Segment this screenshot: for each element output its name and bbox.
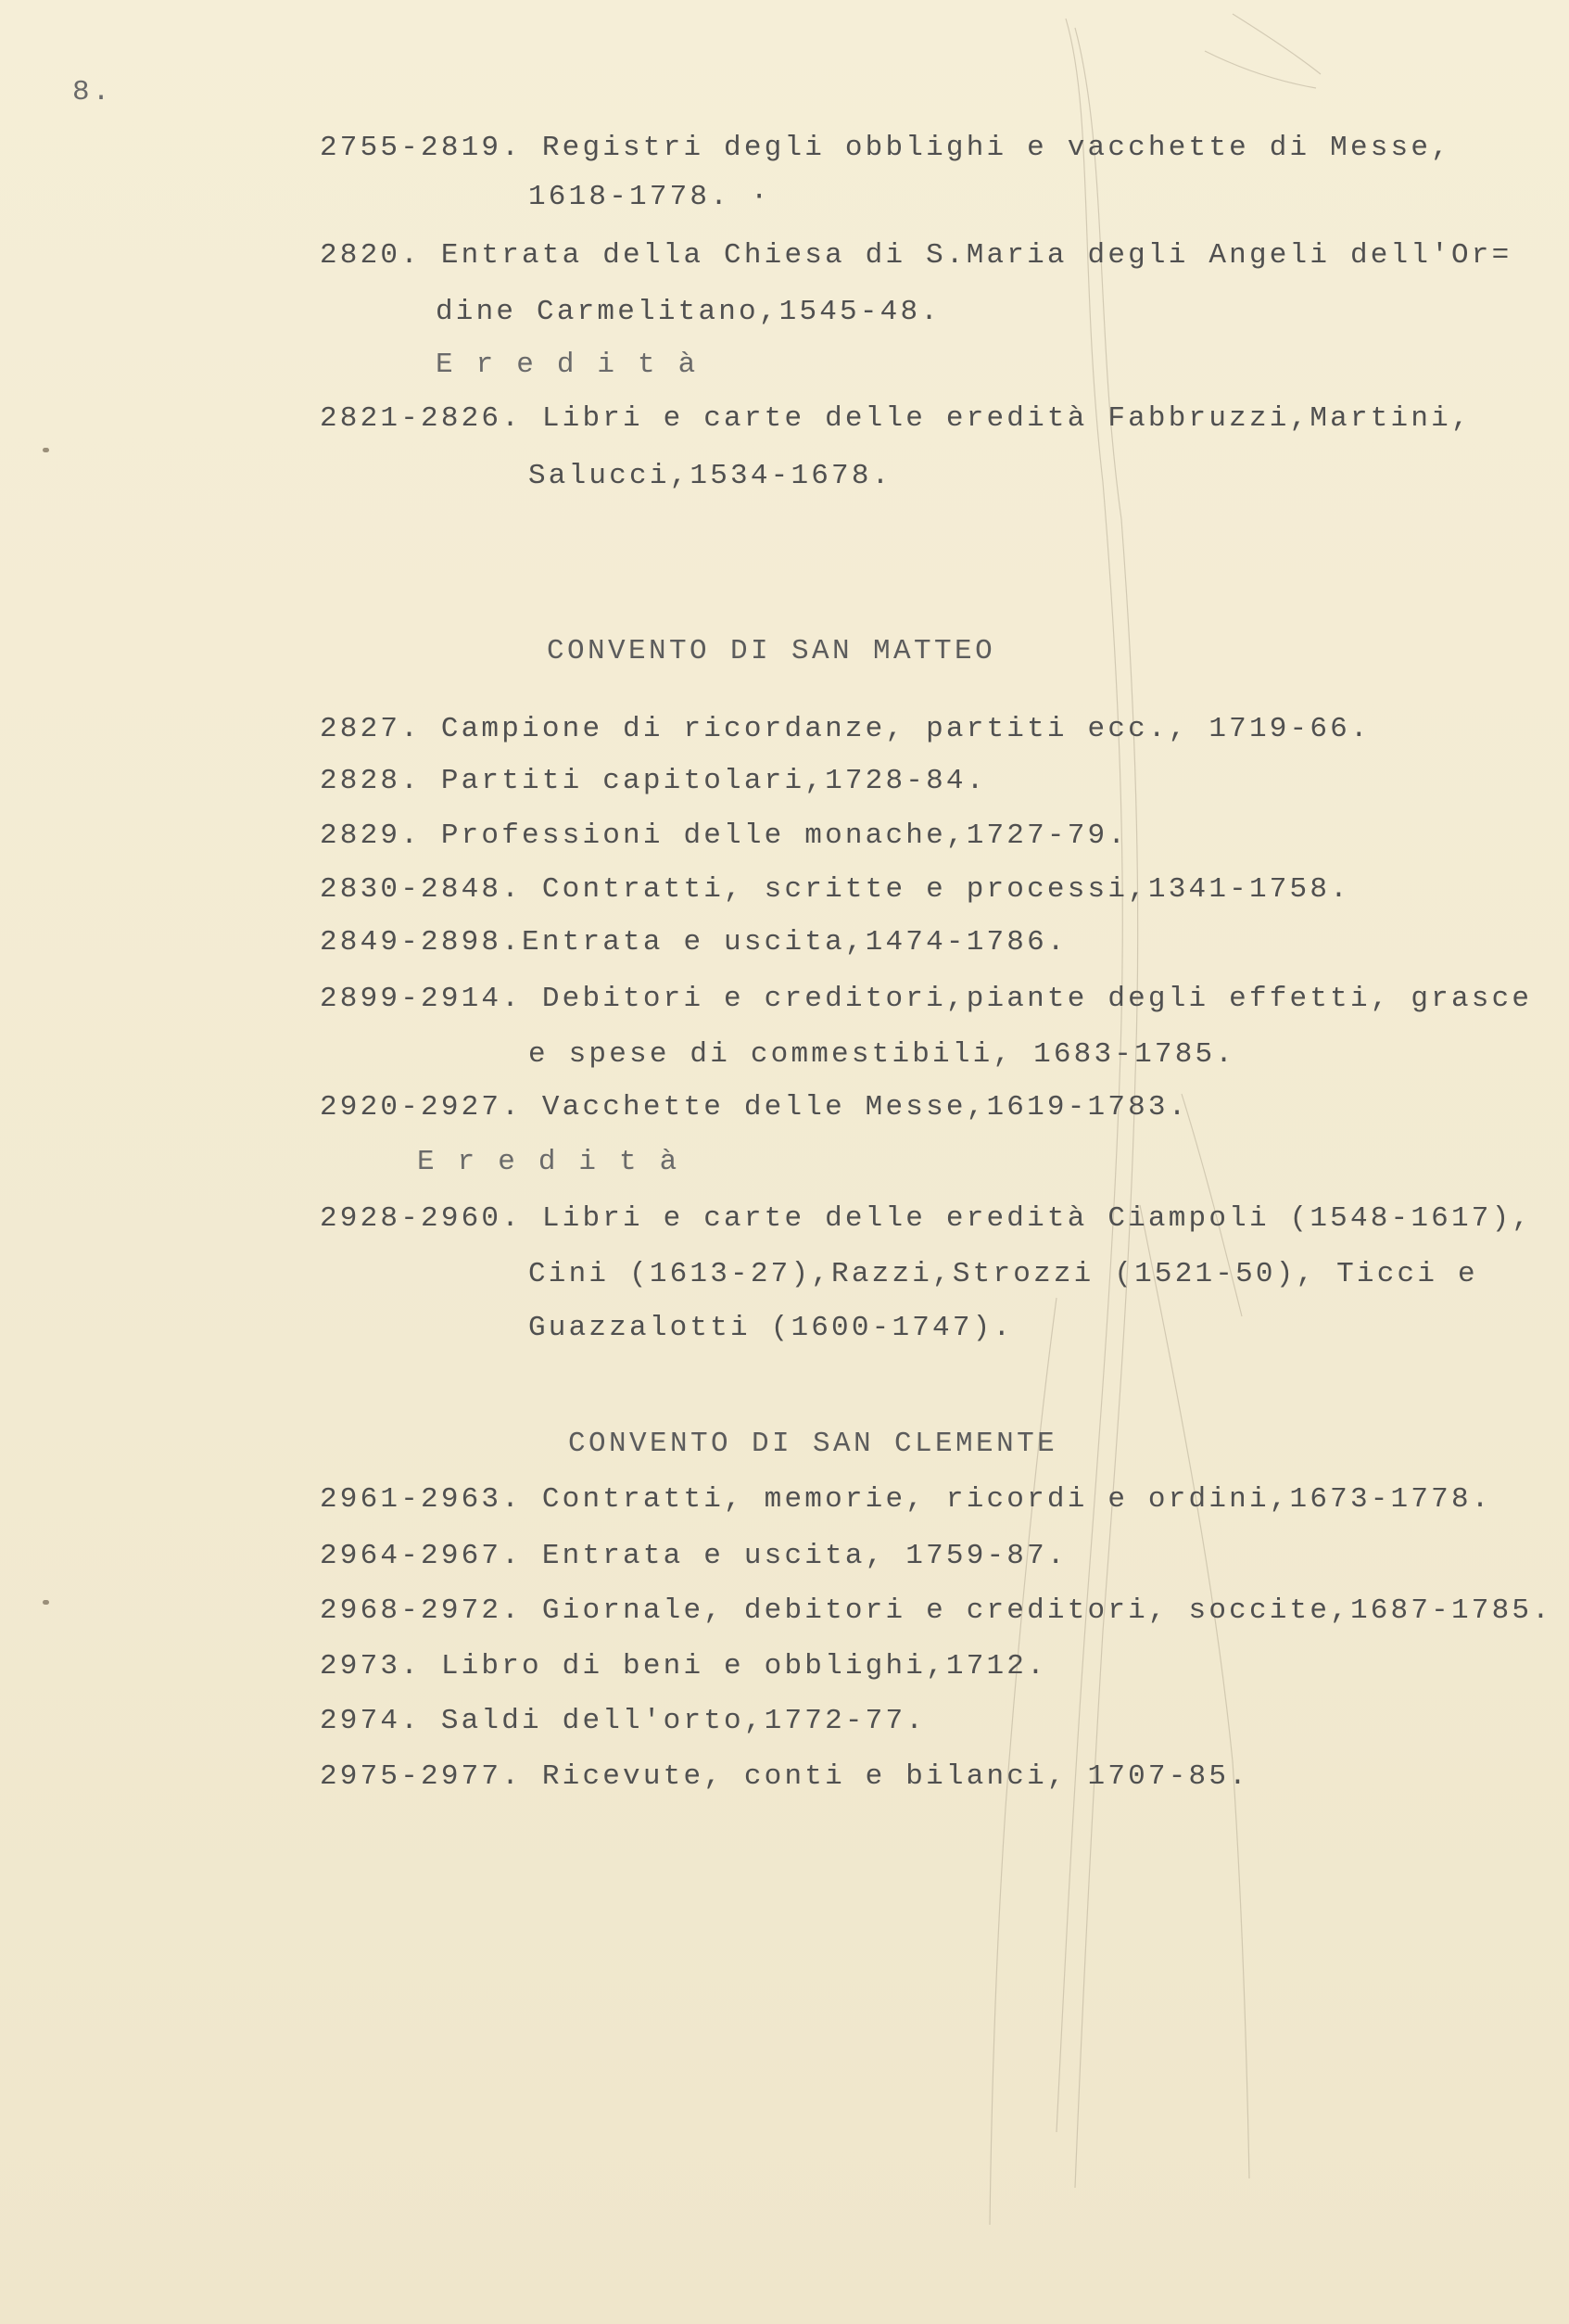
entry-line: 2964-2967. Entrata e uscita, 1759-87. <box>320 1540 1068 1572</box>
entry-line: 2968-2972. Giornale, debitori e creditori, soccite,1687-1785. <box>320 1594 1552 1627</box>
entry-line: Guazzalotti (1600-1747). <box>528 1312 1014 1344</box>
heredity-label: E r e d i t à <box>436 349 699 381</box>
binding-hole-mark <box>43 1600 49 1605</box>
entry-line: Cini (1613-27),Razzi,Strozzi (1521-50), Ticci e <box>528 1258 1478 1290</box>
entry-line: 1618-1778. · <box>528 181 771 213</box>
section-title: CONVENTO DI SAN CLEMENTE <box>568 1428 1058 1460</box>
entry-line: 2828. Partiti capitolari,1728-84. <box>320 765 987 797</box>
heredity-label: E r e d i t à <box>417 1146 680 1178</box>
entry-line: 2973. Libro di beni e obblighi,1712. <box>320 1650 1047 1683</box>
entry-line: 2961-2963. Contratti, memorie, ricordi e ordini,1673-1778. <box>320 1483 1492 1516</box>
entry-line: 2827. Campione di ricordanze, partiti ecc., 1719-66. <box>320 713 1371 745</box>
page-number: 8. <box>72 76 113 108</box>
entry-line: 2829. Professioni delle monache,1727-79. <box>320 819 1129 852</box>
entry-line: 2830-2848. Contratti, scritte e processi,1341-1758. <box>320 873 1350 906</box>
entry-line: e spese di commestibili, 1683-1785. <box>528 1038 1236 1071</box>
section-title: CONVENTO DI SAN MATTEO <box>547 635 996 667</box>
entry-line: 2974. Saldi dell'orto,1772-77. <box>320 1705 927 1737</box>
binding-hole-mark <box>43 448 49 452</box>
entry-line: 2849-2898.Entrata e uscita,1474-1786. <box>320 926 1068 959</box>
entry-line: 2928-2960. Libri e carte delle eredità Ciampoli (1548-1617), <box>320 1202 1533 1235</box>
entry-line: 2755-2819. Registri degli obblighi e vacchette di Messe, <box>320 132 1451 164</box>
entry-line: Salucci,1534-1678. <box>528 460 892 492</box>
entry-line: 2820. Entrata della Chiesa di S.Maria degli Angeli dell'Or= <box>320 239 1512 272</box>
entry-line: 2920-2927. Vacchette delle Messe,1619-1783. <box>320 1091 1189 1124</box>
entry-line: dine Carmelitano,1545-48. <box>436 296 942 328</box>
entry-line: 2975-2977. Ricevute, conti e bilanci, 1707-85. <box>320 1760 1249 1793</box>
entry-line: 2821-2826. Libri e carte delle eredità Fabbruzzi,Martini, <box>320 402 1472 435</box>
entry-line: 2899-2914. Debitori e creditori,piante degli effetti, grasce <box>320 983 1533 1015</box>
